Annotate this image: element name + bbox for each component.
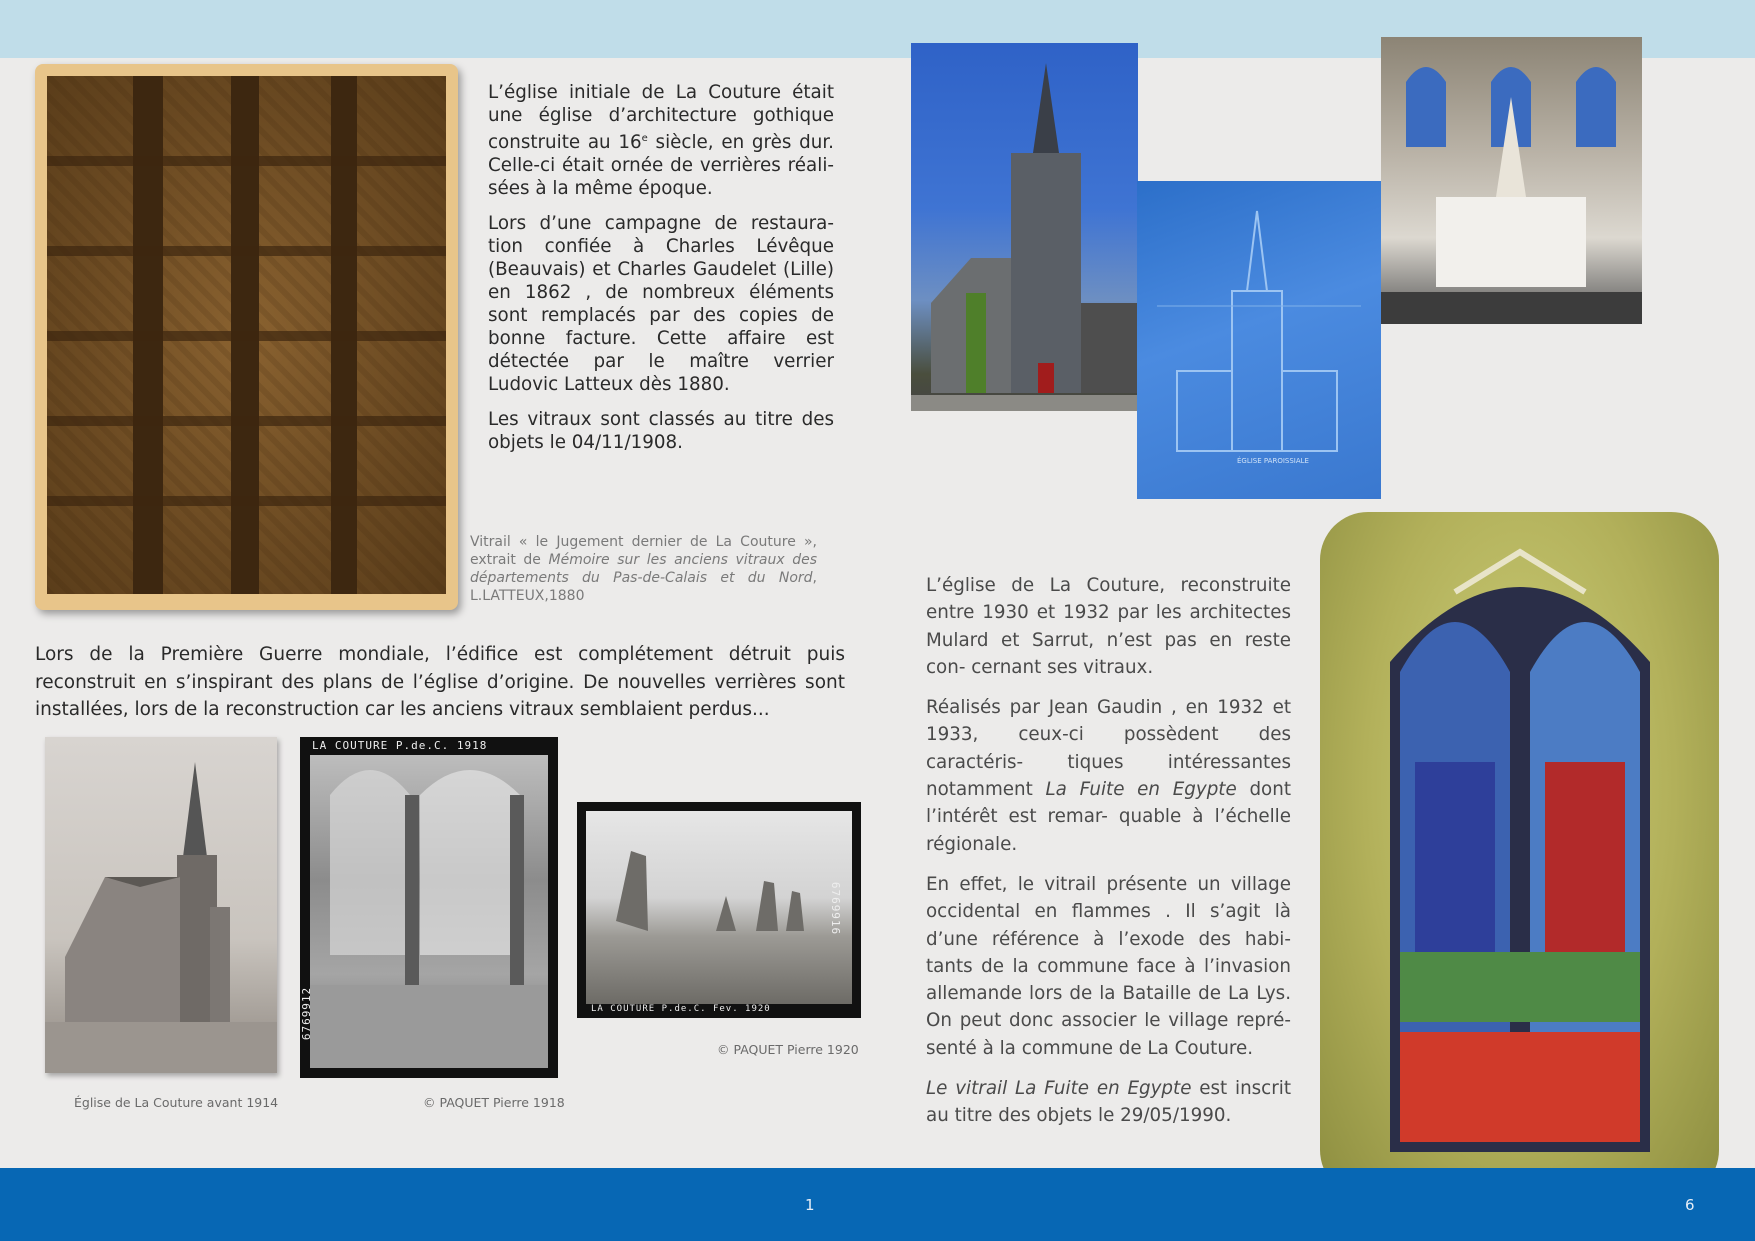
intro-paragraph-3: Les vitraux sont classés au titre des objets le 04/11/1908. <box>488 409 834 454</box>
manuscript-caption: Vitrail « le Jugement dernier de La Couture », extrait de Mémoire sur les anciens vitraux des départements du Pas-de-Calais et du Nord, L.LATTEUX,1880 <box>470 534 817 604</box>
blueprint-label: ÉGLISE PAROISSIALE <box>1237 457 1309 465</box>
church-blueprint-image <box>1137 181 1381 499</box>
fuite-en-egypte-window-photo <box>1320 512 1719 1198</box>
intro-paragraph-2: Lors d’une campagne de restaura- tion confiée à Charles Lévêque (Beauvais) et Charles Gaudelet (Lille) en 1862 , de nombreux éléments sont remplacés par des copies de bonne facture. Cette affaire est détectée par le maître verrier Ludovic Latteux dès 1880. <box>488 213 834 396</box>
interior-film-number: 6769912 <box>300 986 314 1041</box>
war-paragraph: Lors de la Première Guerre mondiale, l’édifice est complétement détruit puis reconstruit en s’inspirant des plans de l’église d’origine. De nouvelles verrières sont installées, lors de la reconstruction car les anciens vitraux semblaient perdus... <box>35 644 845 720</box>
church-exterior-photo <box>911 43 1138 411</box>
ruins-film-number: 6769916 <box>829 881 843 936</box>
bottom-band <box>0 1168 1755 1241</box>
old-church-caption: Église de La Couture avant 1914 <box>74 1095 279 1110</box>
ruins-caption: © PAQUET Pierre 1920 <box>717 1042 859 1057</box>
old-church-drawing <box>45 737 277 1073</box>
right-paragraph-3: En effet, le vitrail présente un village occidental en flammes . Il s’agit là d’une référence à l’exode des habi- tants de la commune face à l’invasion allemande lors de la Bataille de La Lys. On peut donc associer le village repré- senté à la commune de La Couture. <box>926 873 1291 1059</box>
right-paragraph-4: Le vitrail La Fuite en Egypte est inscrit au titre des objets le 29/05/1990. <box>926 1078 1291 1127</box>
right-paragraph-1: L’église de La Couture, reconstruite entre 1930 et 1932 par les architectes Mulard et Sarrut, n’est pas en reste con- cernant ses vitraux. <box>926 575 1291 678</box>
church-interior-1918-photo <box>300 737 558 1078</box>
church-ruins-1920-photo <box>577 802 861 1018</box>
intro-text <box>488 81 834 466</box>
right-paragraph-2: Réalisés par Jean Gaudin , en 1932 et 1933, ceux-ci possèdent des caractéris- tiques intéressantes notamment La Fuite en Egypte dont l’intérêt est remar- quable à l’échelle régionale. <box>926 697 1291 855</box>
interior-film-label: LA COUTURE P.de.C. 1918 <box>312 739 488 752</box>
left-page-number: 1 <box>805 1196 815 1214</box>
intro-paragraph-1: L’église initiale de La Couture était une église d’architecture gothique construite au 16e siècle, en grès dur. Celle-ci était ornée de verrières réali- sées à la même époque. <box>488 82 834 200</box>
manuscript-stained-glass-image <box>35 64 458 610</box>
interior-caption: © PAQUET Pierre 1918 <box>423 1095 565 1110</box>
ruins-film-label: LA COUTURE P.de.C. Fev. 1920 <box>591 1004 771 1014</box>
right-text <box>926 572 1291 1143</box>
right-page-number: 6 <box>1685 1196 1695 1214</box>
church-altar-photo <box>1381 37 1642 324</box>
